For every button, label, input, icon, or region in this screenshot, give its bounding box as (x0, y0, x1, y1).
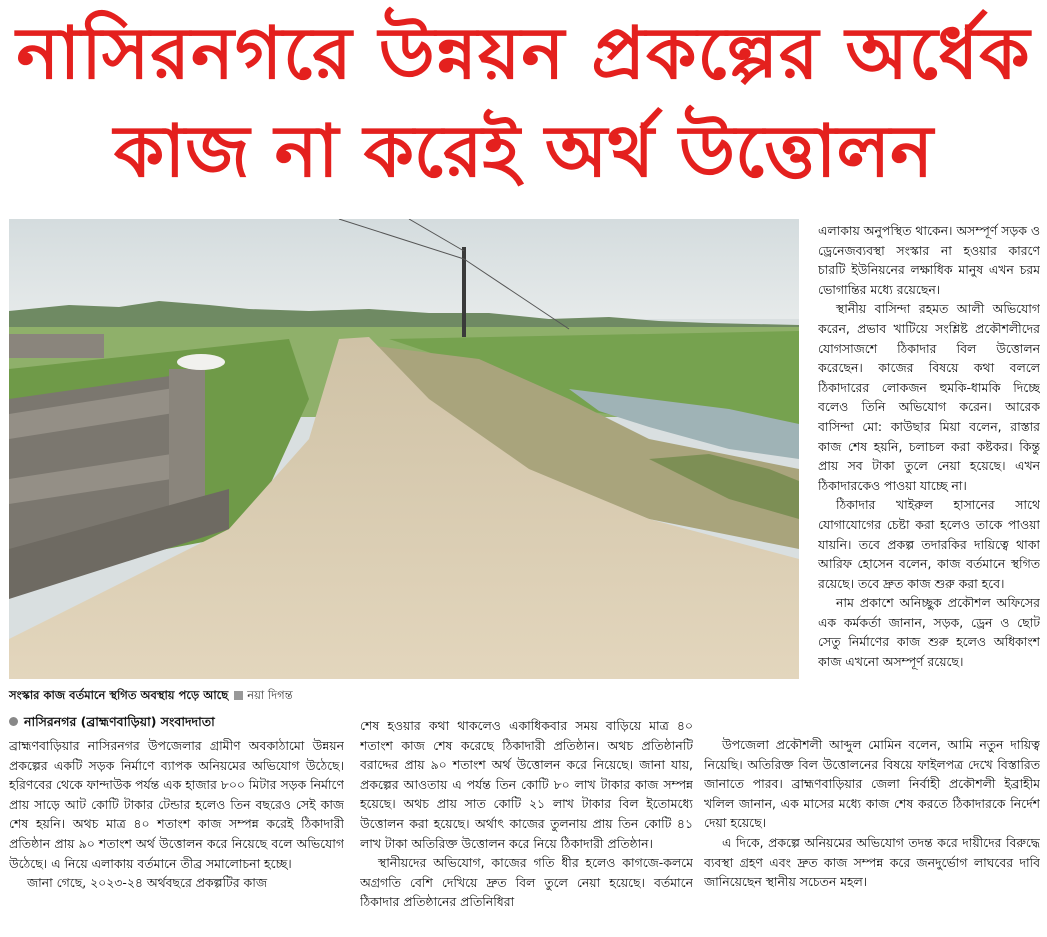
paragraph: নাম প্রকাশে অনিচ্ছুক প্রকৌশল অফিসের এক কর্মকর্তা জানান, সড়ক, ড্রেন ও ছোট সেতু নির্মাণের কাজ শুরু হলেও অধিকাংশ কাজ এখনো অসম্পূর্ণ রয়েছে। (818, 595, 1040, 670)
paragraph: ব্রাহ্মণবাড়িয়ার নাসিরনগর উপজেলার গ্রামীণ অবকাঠামো উন্নয়ন প্রকল্পের একটি সড়ক নির্মাণে ব্যাপক অনিয়মের অভিযোগ উঠেছে। হরিণবের থেকে ফান্দাউক পর্যন্ত এক হাজার ৮০০ মিটার সড়ক নির্মাণে প্রায় সাড়ে আট কোটি টাকার টেন্ডার হলেও তিন বছরেও সেই কাজ শেষ হয়নি। অথচ মাত্র ৪০ শতাংশ কাজ সম্পন্ন করেই ঠিকাদারী প্রতিষ্ঠান প্রায় ৯০ শতাংশ অর্থ উত্তোলন করে নিয়েছে বলে অভিযোগ উঠেছে। এ নিয়ে এলাকায় বর্তমানে তীব্র সমালোচনা হচ্ছে। (9, 738, 344, 871)
square-bullet-icon (234, 691, 243, 700)
article-column-2 (360, 716, 693, 932)
photo-credit: নয়া দিগন্ত (247, 688, 293, 702)
article-column-1 (9, 736, 344, 932)
paragraph: উপজেলা প্রকৌশলী আব্দুল মোমিন বলেন, আমি নতুন দায়িত্ব নিয়েছি। অতিরিক্ত বিল উত্তোলনের বিষয়ে ফাইলপত্র দেখে বিস্তারিত জানাতে পারব। ব্রাহ্মণবাড়িয়ার জেলা নির্বাহী প্রকৌশলী ইব্রাহীম খলিল জানান, এক মাসের মধ্যে কাজ শেষ করতে ঠিকাদারকে নির্দেশ দেয়া হয়েছে। (704, 737, 1040, 831)
bullet-icon (9, 717, 18, 726)
paragraph: জানা গেছে, ২০২৩-২৪ অর্থবছরে প্রকল্পটির কাজ (27, 875, 267, 891)
caption-text: সংস্কার কাজ বর্তমানে স্থগিত অবস্থায় পড়ে আছে (9, 688, 229, 702)
paragraph: শেষ হওয়ার কথা থাকলেও একাধিকবার সময় বাড়িয়ে মাত্র ৪০ শতাংশ কাজ শেষ করেছে ঠিকাদারী প্রতিষ্ঠান। অথচ প্রতিষ্ঠানটি বরাদ্দের প্রায় ৯০ শতাংশ অর্থ উত্তোলন করে নিয়েছে। জানা যায়, প্রকল্পের আওতায় এ পর্যন্ত তিন কোটি ৮০ লাখ টাকার কাজ সম্পন্ন হয়েছে। অথচ প্রায় সাত কোটি ২১ লাখ টাকার বিল ইতোমধ্যে উত্তোলন করা হয়েছে। অর্থাৎ কাজের তুলনায় প্রায় তিন কোটি ৪১ লাখ টাকা অতিরিক্ত উত্তোলন করে নিয়ে ঠিকাদারী প্রতিষ্ঠান। (360, 718, 693, 851)
road-field-photo (9, 219, 799, 679)
photo-caption (9, 686, 799, 704)
paragraph: এ দিকে, প্রকল্পে অনিয়মের অভিযোগ তদন্ত করে দায়ীদের বিরুদ্ধে ব্যবস্থা গ্রহণ এবং দ্রুত কাজ সম্পন্ন করে জনদুর্ভোগ লাঘবের দাবি জানিয়েছেন স্থানীয় সচেতন মহল। (704, 834, 1040, 890)
paragraph: স্থানীয় বাসিন্দা রহমত আলী অভিযোগ করেন, প্রভাব খাটিয়ে সংশ্লিষ্ট প্রকৌশলীদের যোগসাজশে ঠিকাদার বিল উত্তোলন করেছেন। কাজের বিষয়ে কথা বললে ঠিকাদারের লোকজন হুমকি-ধামকি দিচ্ছে বলেও তিনি অভিযোগ করেন। আরেক বাসিন্দা মো: কাউছার মিয়া বলেন, রাস্তার কাজ শেষ হয়নি, চলাচল করা কষ্টকর। কিন্তু প্রায় সব টাকা তুলে নেয়া হয়েছে। এখন ঠিকাদারকেও পাওয়া যাচ্ছে না। (818, 301, 1040, 493)
paragraph: স্থানীয়দের অভিযোগ, কাজের গতি ধীর হলেও কাগজে-কলমে অগ্রগতি বেশি দেখিয়ে দ্রুত বিল তুলে নেয়া হয়েছে। বর্তমানে ঠিকাদার প্রতিষ্ঠানের প্রতিনিধিরা (360, 855, 693, 910)
headline (0, 4, 1047, 200)
article-column-3 (818, 221, 1040, 717)
headline-line-1: নাসিরনগরে উন্নয়ন প্রকল্পের অর্ধেক (16, 11, 1031, 95)
byline-text: নাসিরনগর (ব্রাহ্মণবাড়িয়া) সংবাদদাতা (24, 714, 215, 729)
headline-line-2: কাজ না করেই অর্থ উত্তোলন (113, 109, 934, 193)
article-column-4 (704, 735, 1040, 932)
paragraph: ঠিকাদার খাইরুল হাসানের সাথে যোগাযোগের চেষ্টা করা হলেও তাকে পাওয়া যায়নি। তবে প্রকল্প তদারকির দায়িত্বে থাকা আরিফ হোসেন বলেন, কাজ বর্তমানে স্থগিত রয়েছে। তবে দ্রুত কাজ শুরু করা হবে। (818, 497, 1040, 591)
news-photo (9, 219, 799, 679)
byline (9, 712, 349, 732)
paragraph: এলাকায় অনুপস্থিত থাকেন। অসম্পূর্ণ সড়ক ও ড্রেনেজব্যবস্থা সংস্কার না হওয়ার কারণে চারটি ইউনিয়নের লক্ষাধিক মানুষ এখন চরম ভোগান্তির মধ্যে রয়েছেন। (818, 223, 1040, 297)
